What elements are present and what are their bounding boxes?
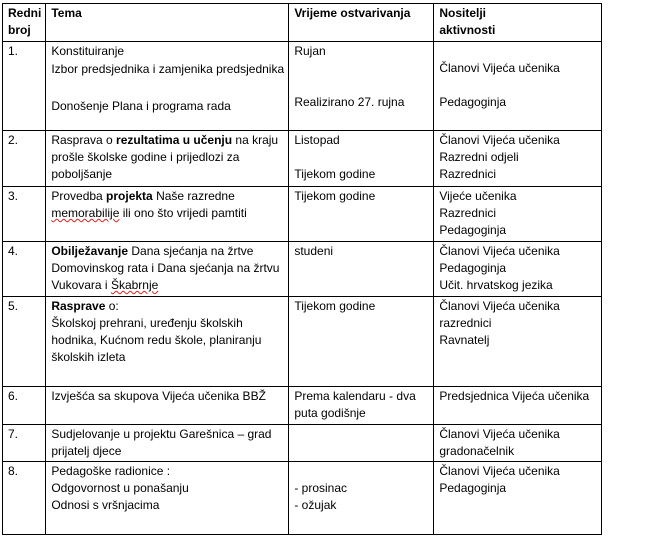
table-row xyxy=(3,387,602,425)
table-row xyxy=(3,297,602,387)
header-row xyxy=(3,4,602,42)
row-nositelji: Članovi Vijeća učenika Pedagoginja xyxy=(434,42,602,131)
row-number: 3. xyxy=(3,187,46,242)
row-tema: Sudjelovanje u projektu Garešnica – grad prijatelj djece xyxy=(46,425,289,462)
row-vrijeme: Prema kalendaru - dva puta godišnje xyxy=(289,387,434,425)
row-number: 5. xyxy=(3,297,46,387)
tema-item: Konstituiranje xyxy=(51,44,125,58)
row-tema: Obilježavanje Dana sjećanja na žrtve Domovinskog rata i Dana sjećanja na žrtvu Vukovara i Škabrnje xyxy=(46,242,289,297)
row-vrijeme: Tijekom godine xyxy=(289,297,434,387)
tema-item: Izbor predsjednika i zamjenika predsjednika xyxy=(51,62,285,76)
row-nositelji: Članovi Vijeća učenika Pedagoginja Učit. hrvatskog jezika xyxy=(434,242,602,297)
tema-item: Donošenje Plana i programa rada xyxy=(51,99,231,113)
row-number: 8. xyxy=(3,462,46,535)
row-vrijeme: Tijekom godine xyxy=(289,187,434,242)
row-tema: Izvješća sa skupova Vijeća učenika BBŽ xyxy=(46,387,289,425)
row-tema: Rasprava o rezultatima u učenju na kraju prošle školske godine i prijedlozi za poboljšanje xyxy=(46,131,289,187)
row-vrijeme xyxy=(289,425,434,462)
row-number: 7. xyxy=(3,425,46,462)
tema-subtable xyxy=(46,42,288,128)
header-nositelji: Nositelji aktivnosti xyxy=(434,4,602,42)
header-vrijeme: Vrijeme ostvarivanja xyxy=(289,4,434,42)
row-tema: Rasprave o: Školskoj prehrani, uređenju školskih hodnika, Kućnom redu škole, planiranju školskih izleta xyxy=(46,297,289,387)
table-row xyxy=(3,187,602,242)
row-tema: Provedba projekta Naše razredne memorabilije ili ono što vrijedi pamtiti xyxy=(46,187,289,242)
row-tema: Pedagoške radionice : Odgovornost u ponašanju Odnosi s vršnjacima xyxy=(46,462,289,535)
row-nositelji: Članovi Vijeća učenika Pedagoginja xyxy=(434,462,602,535)
row-number: 6. xyxy=(3,387,46,425)
table-row xyxy=(3,42,602,131)
table-row xyxy=(3,242,602,297)
table-row xyxy=(3,425,602,462)
row-tema xyxy=(46,42,289,131)
row-number: 2. xyxy=(3,131,46,187)
row-nositelji: Članovi Vijeća učenika gradonačelnik xyxy=(434,425,602,462)
row-nositelji: Članovi Vijeća učenika razrednici Ravnatelj xyxy=(434,297,602,387)
row-number: 1. xyxy=(3,42,46,131)
row-vrijeme: Rujan Realizirano 27. rujna xyxy=(289,42,434,131)
row-nositelji: Članovi Vijeća učenika Razredni odjeli Razrednici xyxy=(434,131,602,187)
activity-plan-table xyxy=(2,3,602,535)
row-number: 4. xyxy=(3,242,46,297)
row-vrijeme: studeni xyxy=(289,242,434,297)
row-vrijeme: Listopad Tijekom godine xyxy=(289,131,434,187)
row-vrijeme: - prosinac - ožujak xyxy=(289,462,434,535)
table-row xyxy=(3,462,602,535)
row-nositelji: Predsjednica Vijeća učenika xyxy=(434,387,602,425)
header-tema: Tema xyxy=(46,4,289,42)
row-nositelji: Vijeće učenika Razrednici Pedagoginja xyxy=(434,187,602,242)
header-num: Redni broj xyxy=(3,4,46,42)
table-row xyxy=(3,131,602,187)
